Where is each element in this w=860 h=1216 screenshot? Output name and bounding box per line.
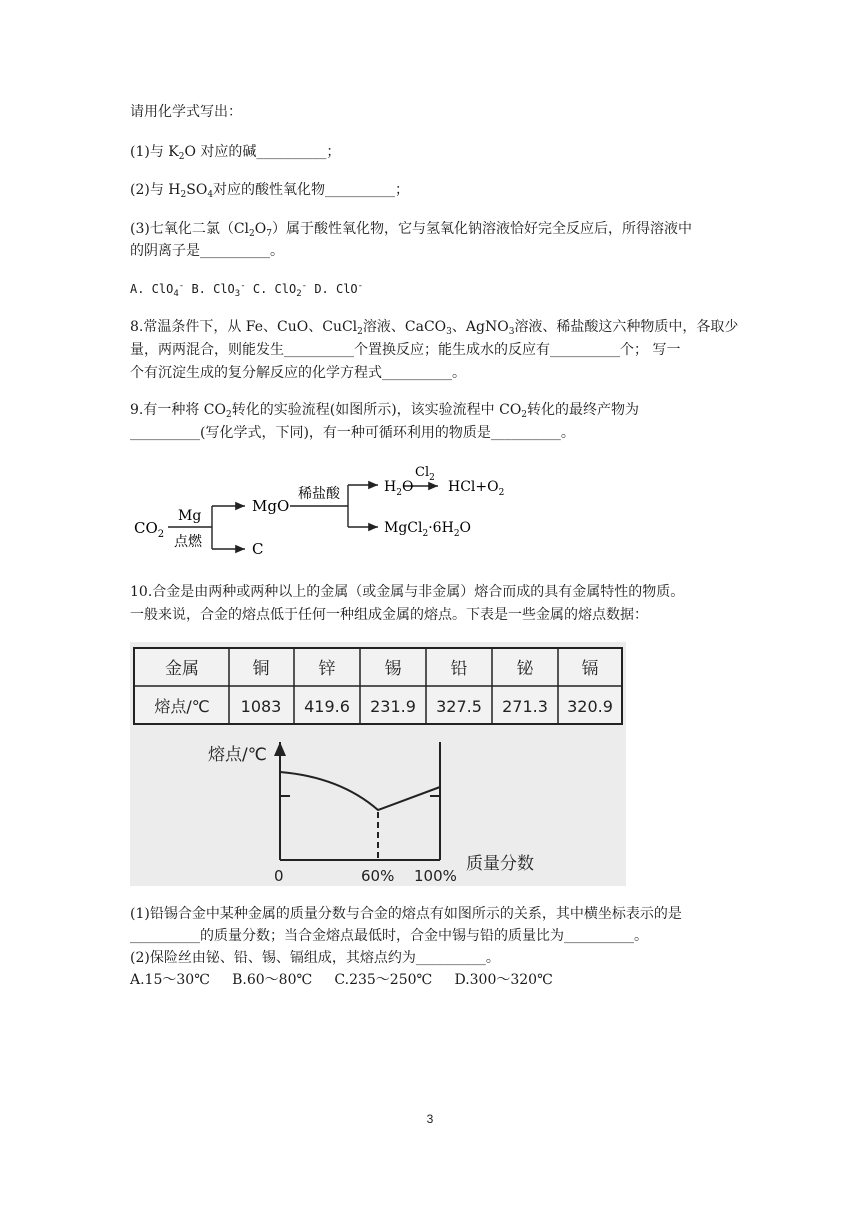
graph-y-axis-label: 熔点/℃ <box>208 745 267 765</box>
question-10-1-line2: __________的质量分数；当合金熔点最低时，合金中锡与铅的质量比为__________。 <box>130 928 648 944</box>
option-b: B.60～80℃ <box>232 972 313 988</box>
option-c: C. ClO$_2$- <box>252 281 308 299</box>
question-7-3-cont: 的阴离子是__________。 <box>130 243 284 259</box>
chlorine-label: $Cl_2$ <box>415 465 435 483</box>
co2-conversion-flow-diagram <box>130 458 520 558</box>
table-value-cadmium: 320.9 <box>567 697 613 716</box>
question-10-line1: 10.合金是由两种或两种以上的金属（或金属与非金属）熔合而成的具有金属特性的物质。 <box>130 584 685 600</box>
table-header-tin: 锡 <box>384 659 402 679</box>
co2-label: $CO_2$ <box>134 519 165 540</box>
question-8-line1: 8.常温条件下，从 Fe、CuO、CuCl$_2$溶液、CaCO$_3$、AgNO$_3$溶液、稀盐酸这六种物质中，各取少 <box>130 319 739 337</box>
hcl-o2-label: $HCl+O_2$ <box>448 479 505 498</box>
question-8-line2: 量，两两混合，则能发生__________个置换反应；能生成水的反应有__________个； 写一 <box>130 342 681 358</box>
water-label: $H_2O$ <box>384 479 414 498</box>
graph-tick-0: 0 <box>274 867 284 885</box>
question-10-line2: 一般来说，合金的熔点低于任何一种组成金属的熔点。下表是一些金属的熔点数据： <box>130 607 648 623</box>
question-9-line2: __________(写化学式，下同)，有一种可循环利用的物质是__________。 <box>130 425 575 441</box>
table-value-tin: 231.9 <box>370 697 416 716</box>
question-7-2: (2)与 $H_2SO_4$对应的酸性氧化物__________； <box>130 182 410 200</box>
question-7-3: (3)七氧化二氯$(Cl_2O_7)$属于酸性氧化物，它与氢氧化钠溶液恰好完全反应后，所得溶液中 <box>130 221 692 239</box>
question-10-1-line1: (1)铅锡合金中某种金属的质量分数与合金的熔点有如图所示的关系，其中横坐标表示的是 <box>130 906 682 922</box>
intro: 请用化学式写出： <box>130 104 242 120</box>
graph-x-axis-label: 质量分数 <box>466 854 534 874</box>
mgcl2-hydrate-label: $MgCl_2\cdot 6H_2O$ <box>384 520 472 539</box>
mgo-label: MgO <box>252 497 290 515</box>
graph-tick-60: 60% <box>361 867 395 885</box>
table-value-zinc: 419.6 <box>304 697 350 716</box>
table-header-metal: 金属 <box>165 659 199 679</box>
option-c: C.235～250℃ <box>334 972 433 988</box>
table-value-bismuth: 271.3 <box>502 697 548 716</box>
table-header-cadmium: 镉 <box>581 659 599 679</box>
table-header-lead: 铅 <box>450 659 468 679</box>
option-b: B. ClO$_3$- <box>191 281 246 299</box>
table-header-copper: 铜 <box>252 659 270 679</box>
mg-label: Mg <box>178 508 202 524</box>
option-d: D.300～320℃ <box>454 972 553 988</box>
option-a: A. ClO$_4$- <box>130 281 185 299</box>
question-8-line3: 个有沉淀生成的复分解反应的化学方程式__________。 <box>130 365 466 381</box>
options-7 <box>130 279 363 299</box>
question-10-2: (2)保险丝由铋、铅、锡、镉组成，其熔点约为__________。 <box>130 950 500 966</box>
page-number: 3 <box>426 1112 434 1126</box>
option-d: D. ClO- <box>314 281 364 296</box>
question-7-1: (1)与 $K_2O$ 对应的碱__________； <box>130 144 341 162</box>
ignite-label: 点燃 <box>174 534 202 550</box>
table-header-bismuth: 铋 <box>516 659 534 679</box>
acid-label: 稀盐酸 <box>298 486 340 502</box>
question-9-line1: 9.有一种将 $CO_2$转化的实验流程(如图所示)，该实验流程中 $CO_2$转化的最终产物为 <box>130 402 640 420</box>
table-value-lead: 327.5 <box>436 697 482 716</box>
table-header-zinc: 锌 <box>318 659 336 679</box>
options-10-2 <box>130 970 553 990</box>
carbon-label: C <box>252 540 264 558</box>
table-value-copper: 1083 <box>240 697 282 716</box>
option-a: A.15～30℃ <box>130 972 210 988</box>
table-row-label: 熔点/℃ <box>154 697 210 716</box>
graph-tick-100: 100% <box>414 867 457 885</box>
melting-point-table-and-graph <box>130 642 626 886</box>
